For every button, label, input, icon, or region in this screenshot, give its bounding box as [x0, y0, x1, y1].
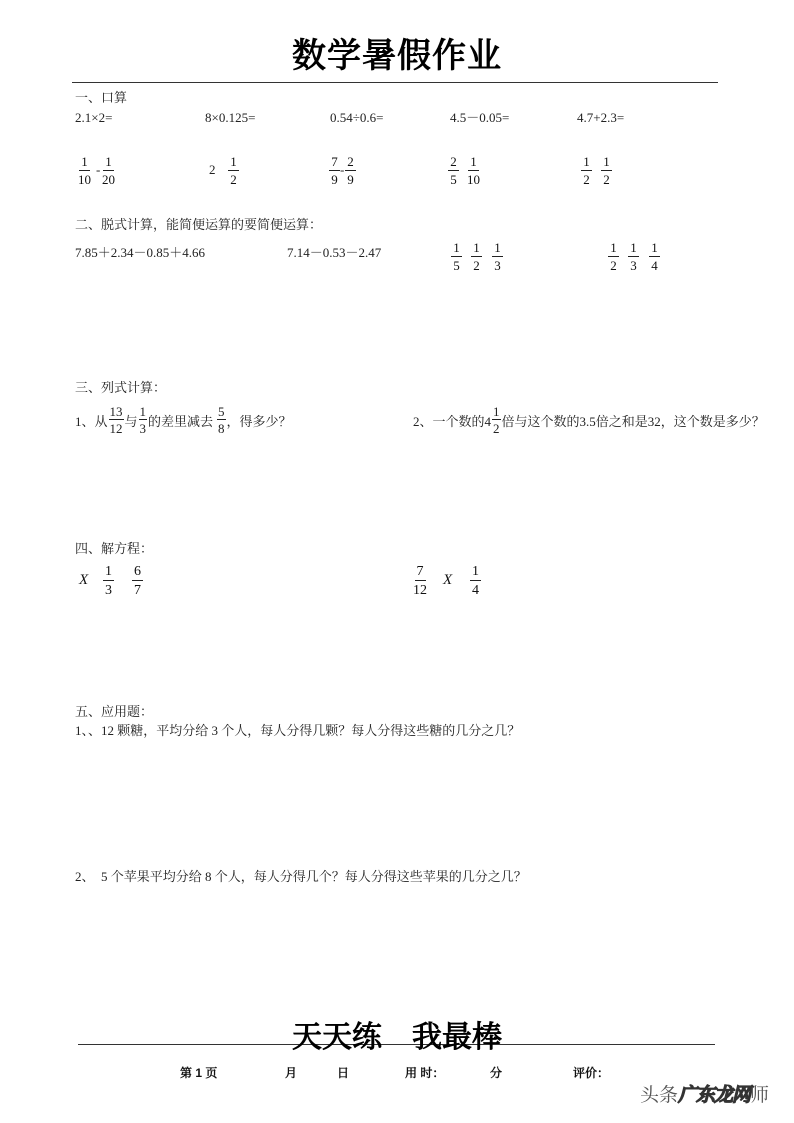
whole-number: 2: [209, 162, 216, 177]
header-divider: [72, 82, 718, 83]
section2-heading: 二、脱式计算，能简便运算的要简便运算：: [75, 217, 323, 232]
minus-sign: -: [96, 162, 101, 177]
watermark-prefix: 头条: [640, 1085, 679, 1106]
footer-slogan: 天天练 我最棒: [292, 1021, 502, 1054]
fraction: $\frac{7}{9}$: [329, 155, 340, 187]
oral-calc-2: 8×0.125=: [205, 110, 256, 125]
fraction: $\frac{1}{2}$: [608, 241, 619, 273]
oral-calc-4: 4.5－0.05=: [450, 110, 510, 125]
fraction: $\frac{1}{10}$: [78, 154, 91, 187]
fraction: $\frac{1}{2}$: [228, 155, 239, 187]
section4-heading: 四、解方程：: [75, 541, 154, 556]
expression-question-1: 1、从 $\frac{13}{12}$ 与 $\frac{1}{3}$ 的差里减去 $\frac{5}{8}$ ，得多少？: [75, 404, 292, 436]
section1-heading: 一、口算: [75, 90, 128, 105]
variable-x: X: [79, 572, 89, 588]
oral-calc-1: 2.1×2=: [75, 110, 113, 125]
fraction: $\frac{1}{2}$: [493, 404, 500, 436]
fraction: $\frac{1}{4}$: [649, 241, 660, 273]
watermark-logo: 广东龙网: [678, 1085, 751, 1106]
fraction: $\frac{1}{4}$: [472, 564, 479, 598]
oral-calc-5: 4.7+2.3=: [577, 110, 625, 125]
minutes-label: 分: [490, 1066, 503, 1080]
fraction: $\frac{1}{3}$: [628, 241, 639, 273]
rating-label: 评价：: [573, 1066, 610, 1080]
fraction: $\frac{1}{2}$: [601, 155, 612, 187]
fraction: $\frac{1}{3}$: [139, 404, 147, 436]
fraction: $\frac{1}{2}$: [581, 155, 592, 187]
fraction: $\frac{2}{9}$: [345, 155, 356, 187]
oral-calc-3: 0.54÷0.6=: [330, 110, 384, 125]
expression-question-2: 2、一个数的4 $\frac{1}{2}$ 倍与这个数的3.5倍之和是32，这个数是多少？: [413, 404, 765, 436]
word-problem-1: 1、、12 颗糖，平均分给 3 个人，每人分得几颗？每人分得这些糖的几分之几？: [75, 723, 521, 738]
fraction: $\frac{1}{10}$: [467, 154, 480, 187]
fraction: $\frac{1}{2}$: [471, 241, 482, 273]
fraction: $\frac{7}{12}$: [413, 564, 427, 598]
step-calc-2: 7.14－0.53－2.47: [287, 245, 382, 260]
fraction: $\frac{13}{12}$: [109, 404, 123, 436]
step-calc-1: 7.85＋2.34－0.85＋4.66: [75, 245, 206, 260]
watermark-suffix: 师: [750, 1085, 770, 1106]
time-used-label: 用 时：: [405, 1066, 445, 1080]
month-label: 月: [285, 1066, 298, 1080]
page-number: 第 1 页: [180, 1066, 218, 1080]
fraction: $\frac{6}{7}$: [134, 564, 141, 598]
day-label: 日: [337, 1066, 350, 1080]
watermark: [640, 1084, 769, 1108]
fraction: $\frac{1}{3}$: [492, 241, 503, 273]
word-problem-2: 2、 5 个苹果平均分给 8 个人，每人分得几个？每人分得这些苹果的几分之几？: [75, 869, 527, 884]
fraction: $\frac{5}{8}$: [218, 404, 225, 436]
section5-heading: 五、应用题：: [75, 704, 154, 719]
fraction: $\frac{1}{20}$: [102, 154, 115, 187]
variable-x: X: [443, 572, 453, 588]
fraction: $\frac{2}{5}$: [448, 155, 459, 187]
section3-heading: 三、列式计算：: [75, 380, 167, 395]
fraction: $\frac{1}{5}$: [451, 241, 462, 273]
page-title: 数学暑假作业: [292, 37, 502, 75]
minus-sign: -: [340, 162, 345, 177]
fraction: $\frac{1}{3}$: [105, 564, 112, 598]
